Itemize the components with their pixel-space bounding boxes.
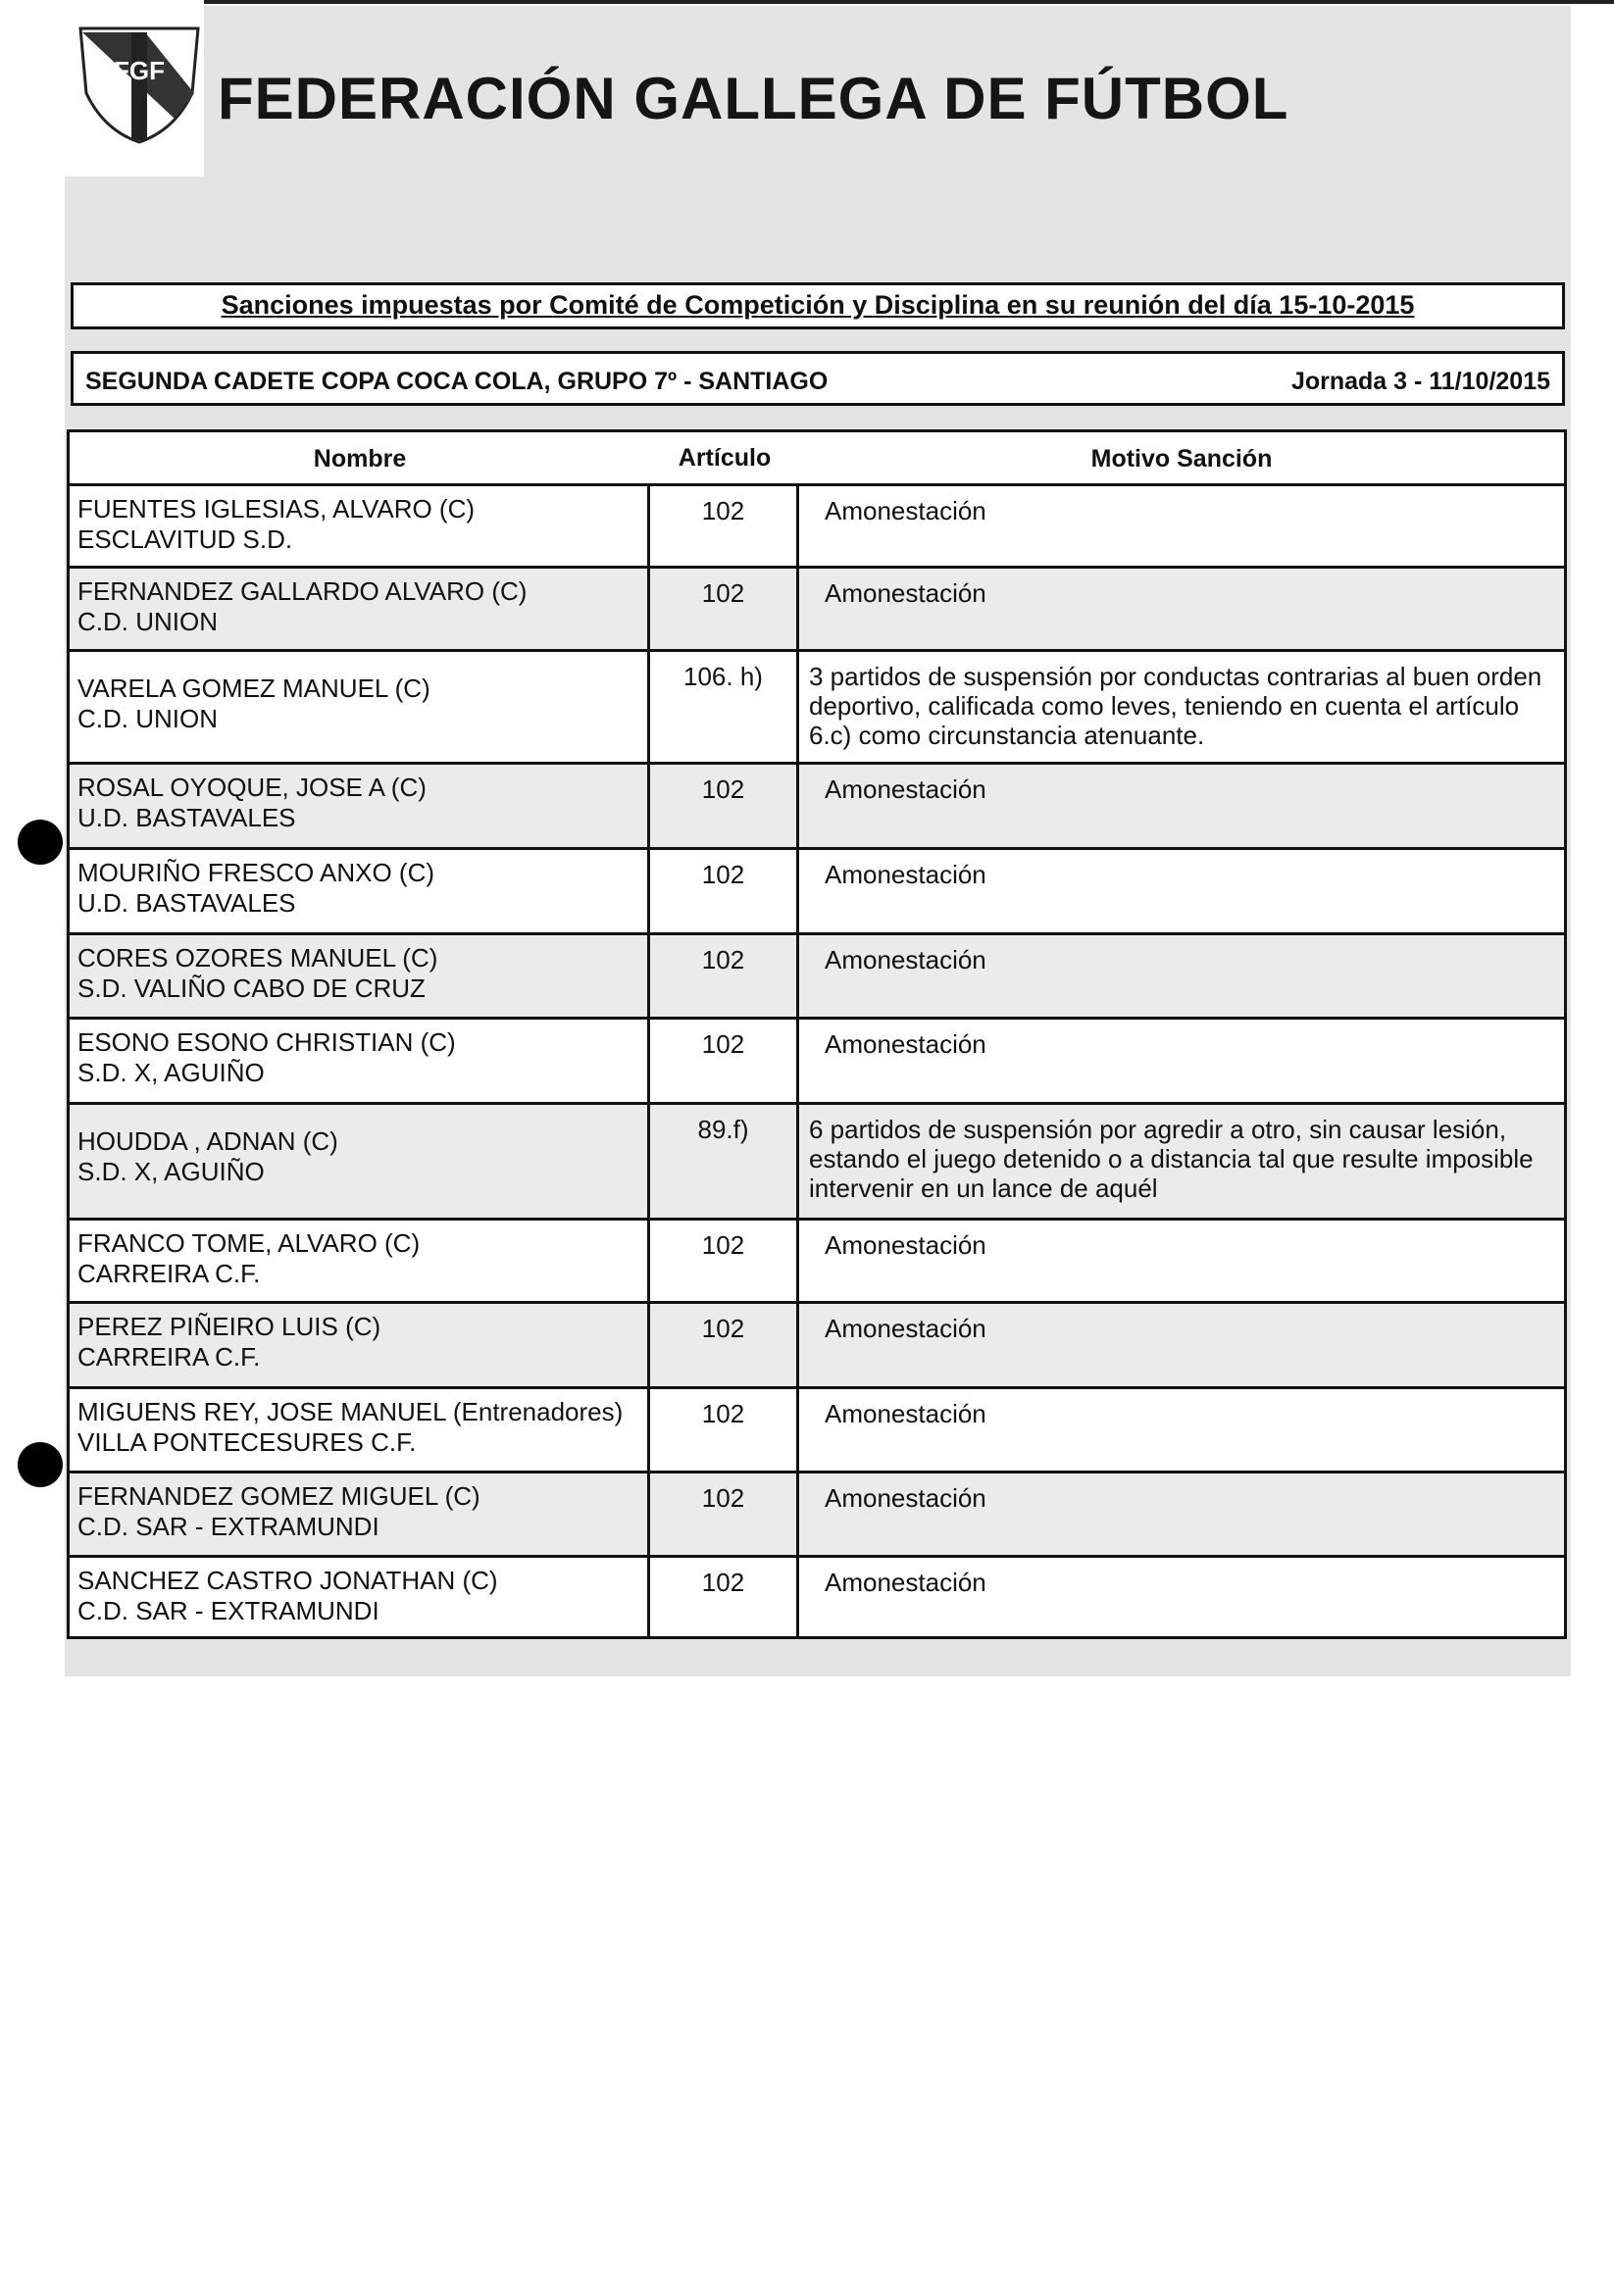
player-cell: [70, 1389, 650, 1471]
table-row: [70, 847, 1564, 932]
player-name: FUENTES IGLESIAS, ALVARO (C): [77, 494, 476, 524]
table-row: [70, 1386, 1564, 1471]
punch-hole: [18, 1442, 63, 1487]
session-subtitle: [71, 282, 1565, 329]
sanctions-table: [67, 429, 1567, 1639]
column-header-articulo: Artículo: [678, 444, 772, 472]
player-name: MIGUENS REY, JOSE MANUEL (Entrenadores): [77, 1397, 624, 1426]
club-name: U.D. BASTAVALES: [77, 803, 296, 832]
player-name: VARELA GOMEZ MANUEL (C): [77, 674, 430, 703]
player-name: ESONO ESONO CHRISTIAN (C): [77, 1027, 456, 1057]
club-name: ESCLAVITUD S.D.: [77, 524, 293, 554]
player-cell: [70, 1558, 650, 1636]
article-cell: 102: [650, 935, 799, 1017]
player-name: PEREZ PIÑEIRO LUIS (C): [77, 1312, 381, 1341]
table-row: [70, 1471, 1564, 1555]
svg-text:FGF: FGF: [114, 56, 165, 85]
player-name: FRANCO TOME, ALVARO (C): [77, 1228, 421, 1258]
sanction-reason: Amonestación: [825, 1230, 986, 1260]
club-name: CARREIRA C.F.: [77, 1259, 261, 1288]
table-row: [70, 762, 1564, 847]
table-header: [70, 432, 1564, 483]
scan-edge: [0, 0, 1614, 4]
player-cell: [70, 1473, 650, 1555]
club-name: VILLA PONTECESURES C.F.: [77, 1427, 417, 1457]
article-cell: 102: [650, 1389, 799, 1471]
club-name: S.D. X, AGUIÑO: [77, 1157, 265, 1186]
article-cell: 102: [650, 765, 799, 847]
player-cell: [70, 935, 650, 1017]
article-cell: 102: [650, 1221, 799, 1301]
player-cell: [70, 569, 650, 649]
player-cell: [70, 1221, 650, 1301]
player-cell: [70, 1020, 650, 1102]
club-name: S.D. VALIÑO CABO DE CRUZ: [77, 973, 426, 1003]
table-row: [70, 1102, 1564, 1218]
article-cell: 102: [650, 850, 799, 932]
sanction-reason: Amonestación: [825, 1399, 986, 1428]
club-name: CARREIRA C.F.: [77, 1342, 261, 1372]
jornada-date: Jornada 3 - 11/10/2015: [1290, 368, 1550, 395]
player-cell: [70, 486, 650, 566]
article-cell: 106. h): [650, 652, 799, 762]
sanction-reason: Amonestación: [825, 578, 986, 608]
sanction-reason: Amonestación: [825, 1029, 986, 1059]
sanction-reason: Amonestación: [825, 1314, 986, 1343]
club-name: U.D. BASTAVALES: [77, 888, 296, 918]
table-row: [70, 1218, 1564, 1301]
sanction-reason: Amonestación: [825, 1483, 986, 1513]
table-row: [70, 1017, 1564, 1102]
article-cell: 102: [650, 486, 799, 566]
sanction-reason: 6 partidos de suspensión por agredir a otro, sin causar lesión, estando el juego detenido o a distancia tal que resulte imposible intervenir en un lance de aquél: [809, 1115, 1534, 1203]
table-row: [70, 566, 1564, 649]
column-header-motivo: Motivo Sanción: [1090, 445, 1273, 473]
competition-bar: [71, 351, 1565, 406]
player-name: HOUDDA , ADNAN (C): [77, 1126, 338, 1156]
player-name: FERNANDEZ GALLARDO ALVARO (C): [77, 576, 528, 606]
player-name: MOURIÑO FRESCO ANXO (C): [77, 858, 435, 887]
club-name: C.D. UNION: [77, 607, 218, 636]
subtitle-text: Sanciones impuestas por Comité de Competición y Disciplina en su reunión del día 15-10-2015: [221, 290, 1415, 320]
article-cell: 102: [650, 1473, 799, 1555]
table-row: [70, 1301, 1564, 1386]
article-cell: 102: [650, 1558, 799, 1636]
punch-hole: [18, 820, 63, 865]
sanction-reason: 3 partidos de suspensión por conductas contrarias al buen orden deportivo, calificada como leves, teniendo en cuenta el artículo 6.c) como circunstancia atenuante.: [809, 662, 1542, 750]
player-name: FERNANDEZ GOMEZ MIGUEL (C): [77, 1481, 480, 1511]
federation-title: FEDERACIÓN GALLEGA DE FÚTBOL: [218, 66, 1289, 131]
article-cell: 102: [650, 1304, 799, 1386]
player-cell: [70, 850, 650, 932]
column-header-nombre: Nombre: [313, 445, 407, 473]
player-cell: [70, 1304, 650, 1386]
sanction-reason: Amonestación: [825, 860, 986, 889]
logo-area: [0, 0, 204, 176]
competition-name: SEGUNDA CADETE COPA COCA COLA, GRUPO 7º - SANTIAGO: [85, 368, 829, 395]
club-name: S.D. X, AGUIÑO: [77, 1058, 265, 1087]
player-cell: [70, 765, 650, 847]
sanction-reason: Amonestación: [825, 945, 986, 974]
player-name: ROSAL OYOQUE, JOSE A (C): [77, 773, 427, 802]
sanction-reason: Amonestación: [825, 496, 986, 525]
club-name: C.D. SAR - EXTRAMUNDI: [77, 1596, 379, 1625]
sanction-reason: Amonestación: [825, 1568, 986, 1597]
table-row: [70, 932, 1564, 1017]
article-cell: 89.f): [650, 1105, 799, 1218]
sanction-reason: Amonestación: [825, 774, 986, 804]
player-name: SANCHEZ CASTRO JONATHAN (C): [77, 1566, 498, 1595]
table-row: [70, 1555, 1564, 1636]
article-cell: 102: [650, 569, 799, 649]
federation-shield-logo: [76, 25, 202, 144]
article-cell: 102: [650, 1020, 799, 1102]
table-row: [70, 483, 1564, 566]
player-cell: [70, 652, 650, 762]
table-row: [70, 649, 1564, 762]
club-name: C.D. SAR - EXTRAMUNDI: [77, 1512, 379, 1541]
player-name: CORES OZORES MANUEL (C): [77, 943, 438, 973]
club-name: C.D. UNION: [77, 704, 218, 733]
player-cell: [70, 1105, 650, 1218]
